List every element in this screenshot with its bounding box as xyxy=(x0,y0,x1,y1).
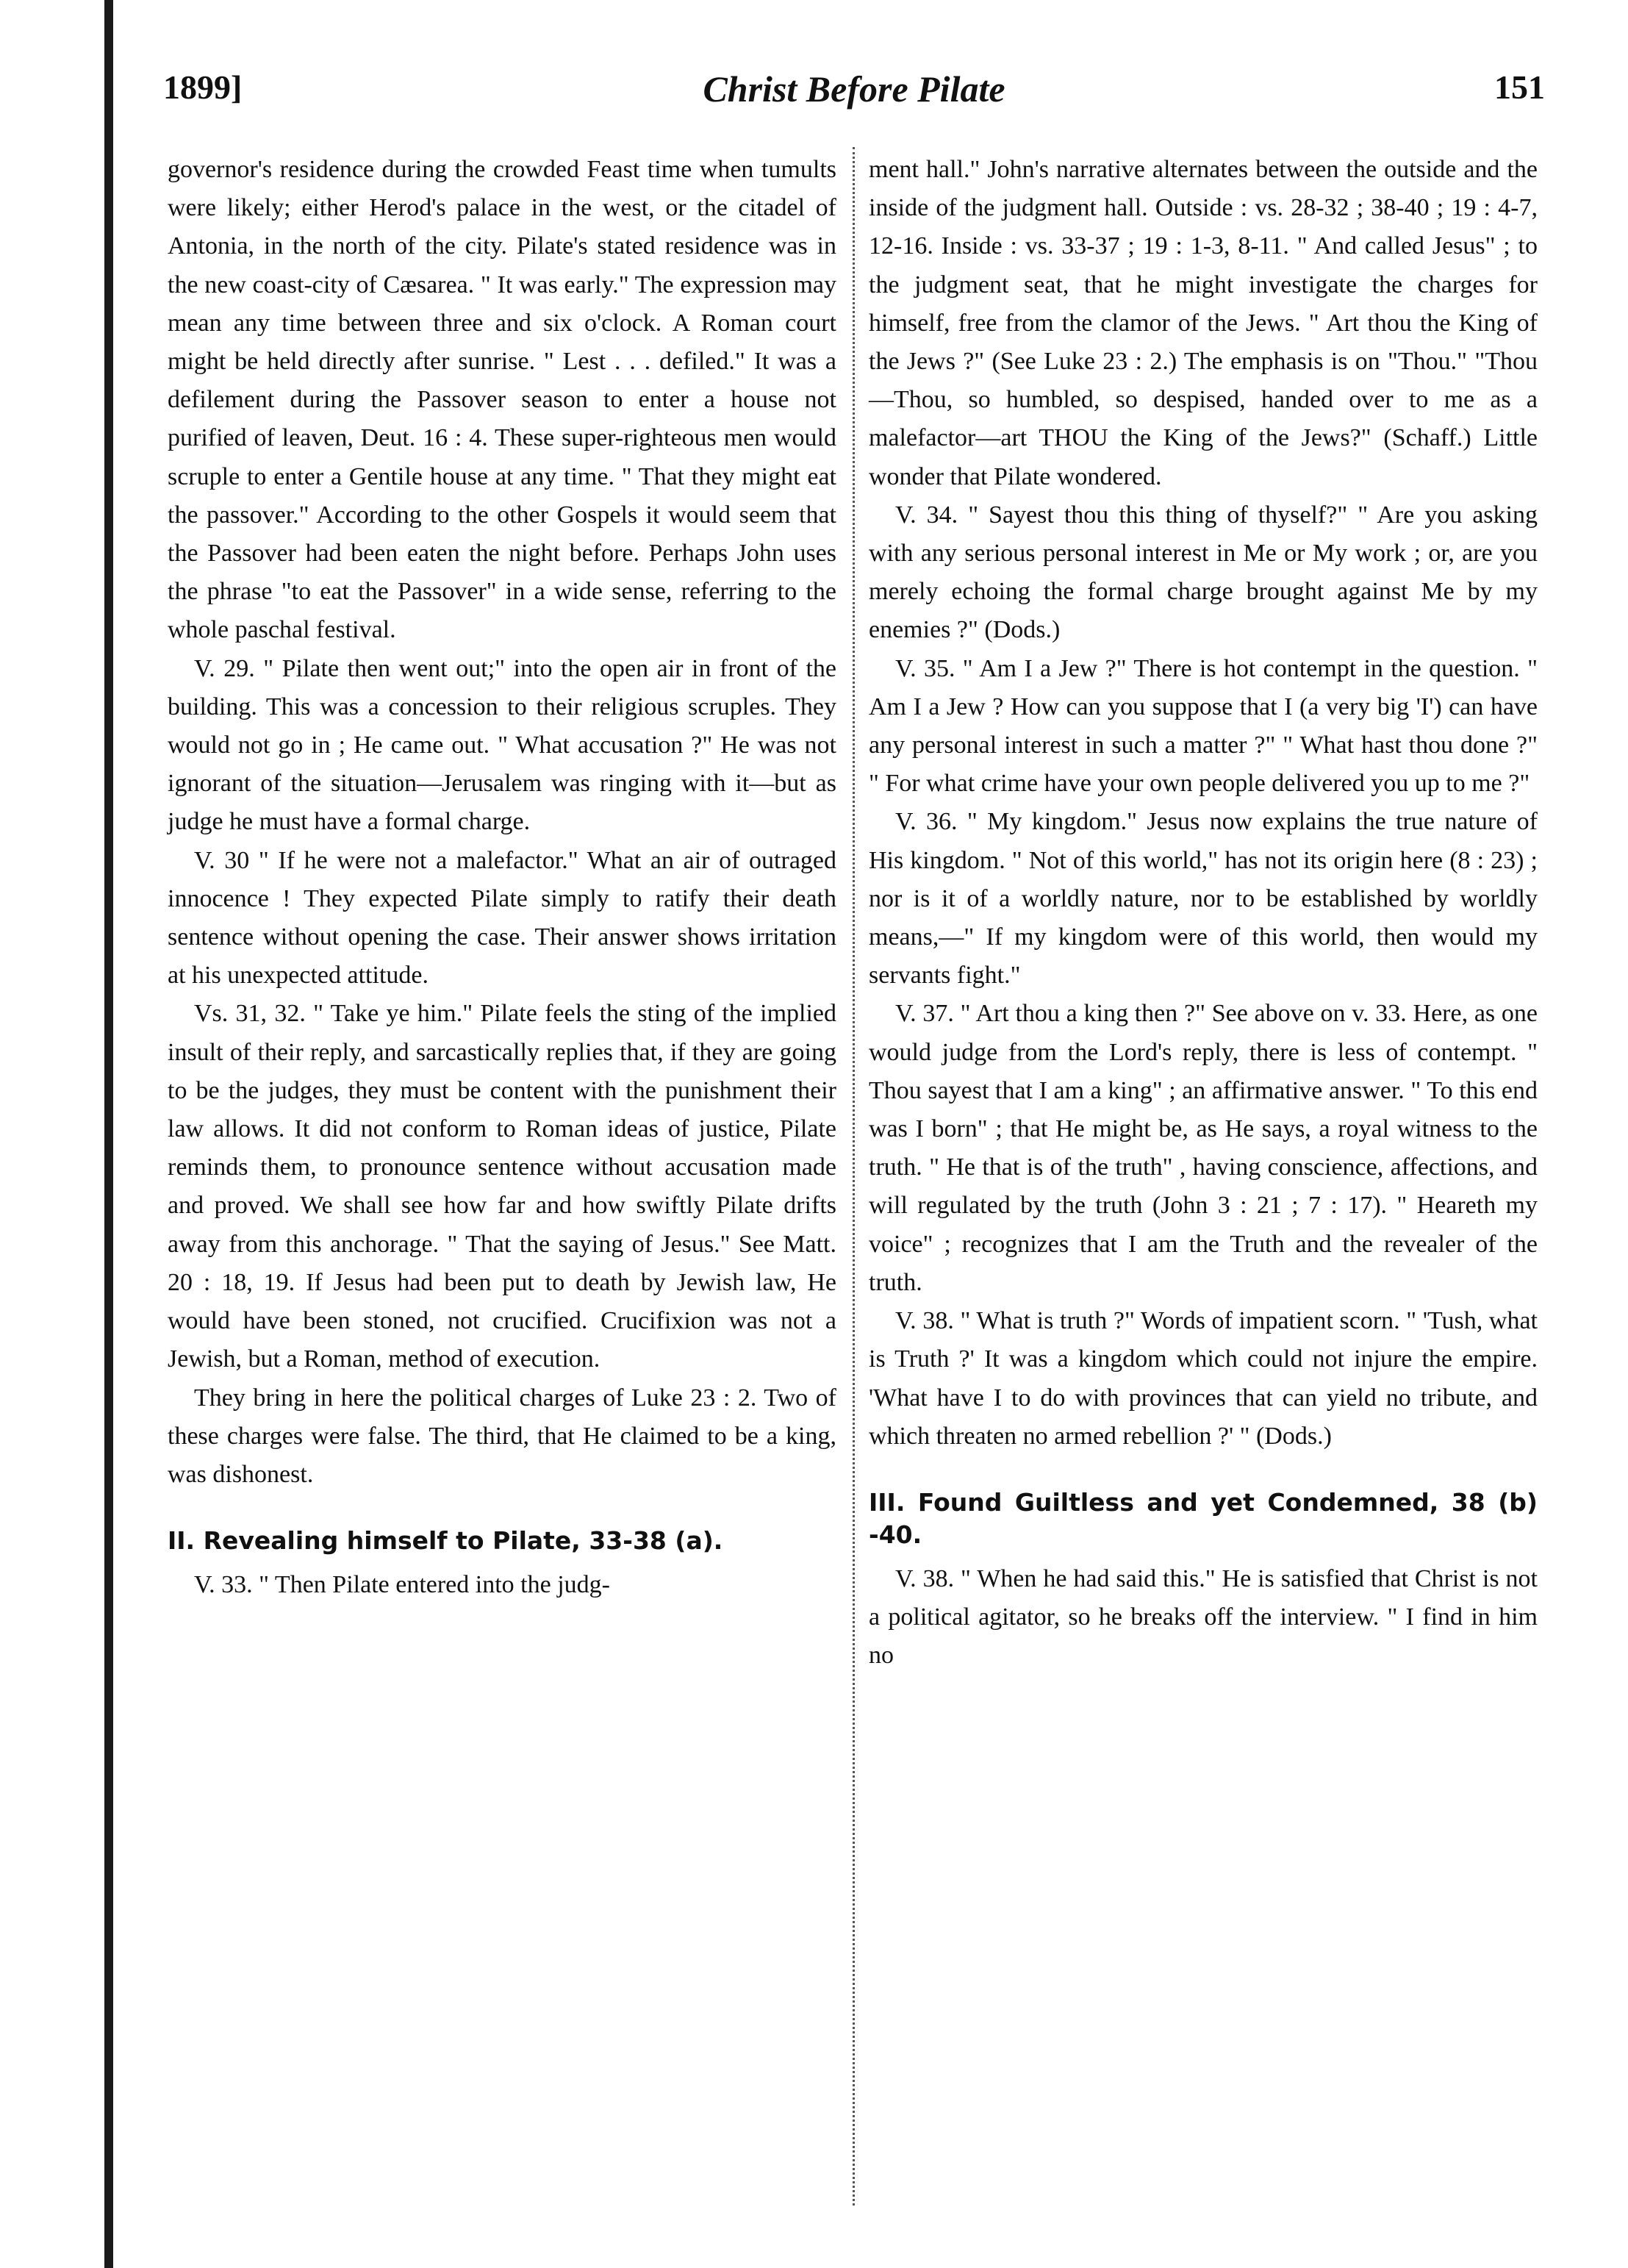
column-divider xyxy=(853,147,855,2206)
paragraph: ment hall." John's narrative alternates between the outside and the inside of the judgment hall. Outside : vs. 28-32 ; 38-40 ; 19 : 4-7, 12-16. Inside : vs. 33-37 ; 19 : 1-3, 8-11. " And called Jesus" ; to the judgment seat, that he might investigate the charges for himself, free from the clamor of the Jews. " Art thou the King of the Jews ?" (See Luke 23 : 2.) The emphasis is on "Thou." "Thou—Thou, so humbled, so despised, handed over to me as a malefactor—art THOU the King of the Jews?" (Schaff.) Little wonder that Pilate wondered. xyxy=(869,156,1538,490)
left-column xyxy=(168,151,836,1604)
paragraph: V. 29. " Pilate then went out;" into the open air in front of the building. This was a concession to their religious scruples. They would not go in ; He came out. " What accusation ?" He was not ignorant of the situation—Jerusalem was ringing with it—but as judge he must have a formal charge. xyxy=(168,654,836,836)
paragraph: V. 34. " Sayest thou this thing of thyself?" " Are you asking with any serious personal interest in Me or My work ; or, are you merely echoing the formal charge brought against Me by my enemies ?" (Dods.) xyxy=(869,501,1538,644)
page-header xyxy=(163,68,1545,119)
paragraph: governor's residence during the crowded Feast time when tumults were likely; either Herod's palace in the west, or the citadel of Antonia, in the north of the city. Pilate's stated residence was in the new coast-city of Cæsarea. " It was early." The expression may mean any time between three and six o'clock. A Roman court might be held directly after sunrise. " Lest . . . defiled." It was a defilement during the Passover season to enter a house not purified of leaven, Deut. 16 : 4. These super-righteous men would scruple to enter a Gentile house at any time. " That they might eat the passover." According to the other Gospels it would seem that the Passover had been eaten the night before. Perhaps John uses the phrase "to eat the Passover" in a wide sense, referring to the whole paschal festival. xyxy=(168,156,836,644)
paragraph: They bring in here the political charges of Luke 23 : 2. Two of these charges were false. The third, that He claimed to be a king, was dishonest. xyxy=(168,1384,836,1488)
paragraph: V. 35. " Am I a Jew ?" There is hot contempt in the question. " Am I a Jew ? How can you suppose that I (a very big 'I') can have any personal interest in such a matter ?" " What hast thou done ?" " For what crime have your own people delivered you up to me ?" xyxy=(869,654,1538,798)
running-title: Christ Before Pilate xyxy=(703,68,1005,110)
section-heading: II. Revealing himself to Pilate, 33-38 (a). xyxy=(168,1526,723,1556)
section-heading: III. Found Guiltless and yet Condemned, 38 (b) -40. xyxy=(869,1487,1538,1549)
page-edge-shadow xyxy=(104,0,113,2268)
paragraph: Vs. 31, 32. " Take ye him." Pilate feels the sting of the implied insult of their reply, and sarcastically replies that, if they are going to be the judges, they must be content with the punishment their law allows. It did not conform to Roman ideas of justice, Pilate reminds them, to pronounce sentence without accusation made and proved. We shall see how far and how swiftly Pilate drifts away from this anchorage. " That the saying of Jesus." See Matt. 20 : 18, 19. If Jesus had been put to death by Jewish law, He would have been stoned, not crucified. Crucifixion was not a Jewish, but a Roman, method of execution. xyxy=(168,1000,836,1373)
paragraph: V. 38. " When he had said this." He is satisfied that Christ is not a political agitator, so he breaks off the interview. " I find in him no xyxy=(869,1564,1538,1670)
paragraph: V. 33. " Then Pilate entered into the judg- xyxy=(194,1571,610,1599)
paragraph: V. 38. " What is truth ?" Words of impatient scorn. " 'Tush, what is Truth ?' It was a kingdom which could not injure the empire. 'What have I to do with provinces that can yield no tribute, and which threaten no armed rebellion ?' " (Dods.) xyxy=(869,1307,1538,1450)
header-year: 1899] xyxy=(163,68,243,106)
right-column xyxy=(869,151,1538,1675)
paragraph: V. 37. " Art thou a king then ?" See above on v. 33. Here, as one would judge from the Lord's reply, there is less of contempt. " Thou sayest that I am a king" ; an affirmative answer. " To this end was I born" ; that He might be, as He says, a royal witness to the truth. " He that is of the truth" , having conscience, affections, and will regulated by the truth (John 3 : 21 ; 7 : 17). " Heareth my voice" ; recognizes that I am the Truth and the revealer of the truth. xyxy=(869,1000,1538,1296)
paragraph: V. 30 " If he were not a malefactor." What an air of outraged innocence ! They expected Pilate simply to ratify their death sentence without opening the case. Their answer shows irritation at his unexpected attitude. xyxy=(168,846,836,990)
page-number: 151 xyxy=(1494,68,1545,106)
paragraph: V. 36. " My kingdom." Jesus now explains the true nature of His kingdom. " Not of this world," has not its origin here (8 : 23) ; nor is it of a worldly nature, nor to be established by worldly means,—" If my kingdom were of this world, then would my servants fight." xyxy=(869,808,1538,990)
